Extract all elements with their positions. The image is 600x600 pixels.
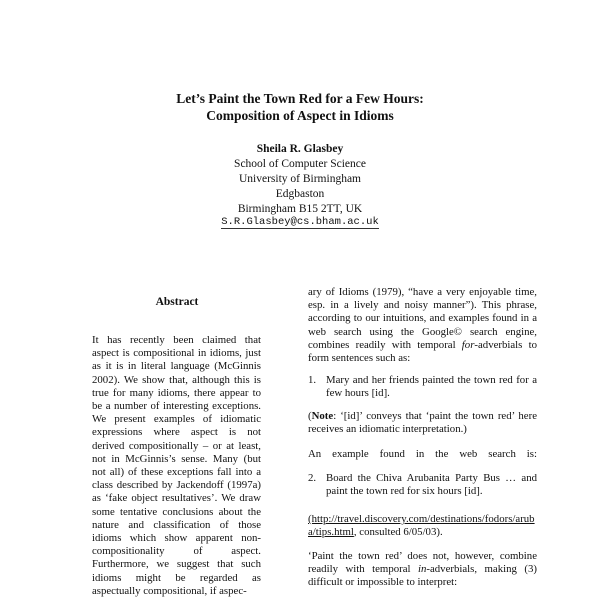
affiliation-city: Birmingham B15 2TT, UK (237, 203, 363, 215)
paper-title-line-1: Let’s Paint the Town Red for a Few Hours: (176, 91, 424, 106)
body-paragraph-2 (308, 448, 537, 461)
paper-title-line-2: Composition of Aspect in Idioms (206, 108, 394, 123)
body-paragraph-1 (308, 286, 537, 365)
author-name: Sheila R. Glasbey (256, 143, 344, 155)
url-suffix: , consulted 6/05/03). (353, 526, 443, 539)
para2-text: An example found in the web search is: (308, 448, 537, 460)
example-2-number: 2. (308, 472, 317, 484)
body-paragraph-3 (308, 550, 537, 590)
affiliation-university: University of Birmingham (238, 173, 361, 185)
url-citation (308, 513, 537, 539)
example-1-text: Mary and her friends painted the town red for a few hours [id]. (326, 374, 537, 400)
para1-end: -adverbials to form sentences such as: (308, 338, 537, 365)
example-1-number: 1. (308, 374, 317, 386)
para1-text: ary of Idioms (1979), “have a very enjoyable time, esp. in a lively and noisy manner”). This phrase, according to our intuitions, and examples found in a web search using the Google© search engine, combines readily with temporal (308, 286, 537, 351)
example-2-text: Board the Chiva Arubanita Party Bus … and paint the town red for six hours [id]. (326, 472, 537, 498)
author-email[interactable] (0, 215, 600, 230)
note-paragraph (308, 410, 537, 436)
note-text: : ‘[id]’ conveys that ‘paint the town red’ here receives an idiomatic interpretation.) (308, 410, 537, 436)
example-1 (308, 374, 537, 400)
note-label: Note (311, 410, 334, 422)
abstract-text: It has recently been claimed that aspect is compositional in idioms, just as it is in literal language (McGinnis 2002). We show that, although this is true for many idioms, there appear to be a number of interesting exceptions. We present examples of idiomatic expressions where aspect is not derived compositionally – or at least, not in McGinnis’s sense. Many (but not all) of these exceptions fall into a class described by Jackendoff (1997a) as ‘fake object resultatives’. We draw some tentative conclusions about the nature and classification of those idioms which show apparent non-compositionality of aspect. Furthermore, we suggest that such idioms might be regarded as aspectually compositional, if aspec- (92, 334, 261, 597)
abstract-heading: Abstract (155, 296, 199, 308)
para3-italic: in (417, 563, 427, 576)
para3-start: ‘Paint the town red’ does not, however, combine readily with temporal (308, 550, 537, 576)
affiliation-department: School of Computer Science (234, 158, 366, 170)
para1-italic: for (461, 338, 475, 351)
url-link[interactable]: (http://travel.discovery.com/destinations/fodors/aruba/tips.html (308, 513, 535, 539)
affiliation-district: Edgbaston (275, 188, 325, 200)
para3-end: -adverbials, making (3) difficult or impossible to interpret: (308, 563, 537, 589)
note-open: ( (308, 410, 312, 422)
author-email-link[interactable]: S.R.Glasbey@cs.bham.ac.uk (221, 216, 379, 228)
example-2 (308, 472, 537, 498)
